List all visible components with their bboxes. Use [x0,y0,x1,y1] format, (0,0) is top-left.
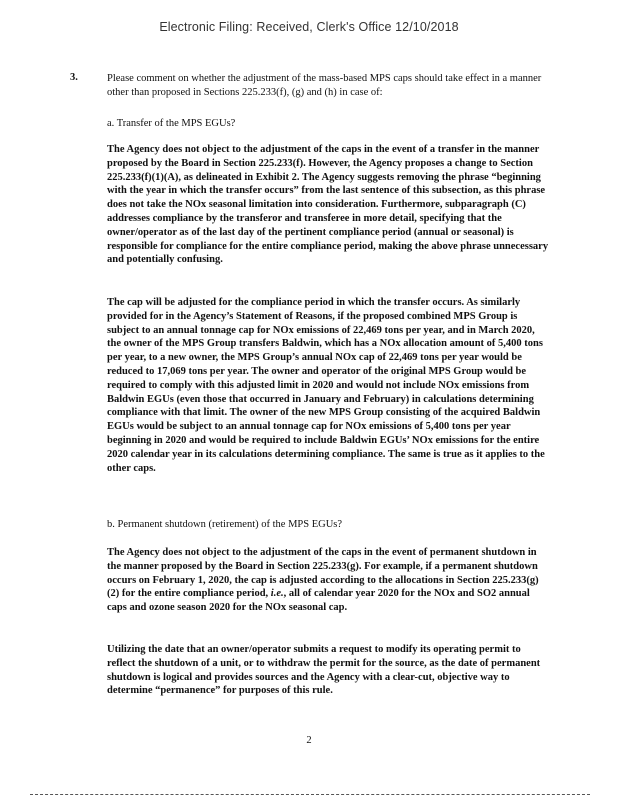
ie-abbreviation: i.e. [270,588,284,600]
section-a-paragraph-1: The Agency does not object to the adjustment of the caps in the event of a transfer in the manner proposed by the Board in Section 225.233(f). However, the Agency proposes a change to Section 225.233(f)(1)(A), as delineated in Exhibit 2. The Agency suggests removing the phrase “beginning with the year in which the transfer occurs” from the last sentence of this subsection, as this phrase does not take the NOx seasonal limitation into consideration. Furthermore, subparagraph (C) addresses compliance by the transferor and transferee in more detail, specifying that the owner/operator as of the last day of the pertinent compliance period (annual or seasonal) is responsible for compliance for the entire compliance period, making the above phrase unnecessary and potentially confusing. [107,144,549,266]
section-b-label: b. Permanent shutdown (retirement) of the MPS EGUs? [107,519,343,530]
section-b-paragraph-1 [107,546,549,615]
section-b-paragraph-1-text-b: , all of calendar year 2020 for the NOx and SO2 annual caps and ozone season 2020 for the NOx seasonal cap. [107,588,530,614]
section-b-paragraph-2: Utilizing the date that an owner/operator submits a request to modify its operating permit to reflect the shutdown of a unit, or to withdraw the permit for the source, as the date of permanent shutdown is logical and provides sources and the Agency with a clear-cut, objective way to determine “permanence” for purposes of this rule. [107,644,541,697]
section-b-paragraph-1-text-a: The Agency does not object to the adjustment of the caps in the event of permanent shutdown in the manner proposed by the Board in Section 225.233(g). For example, if a permanent shutdown occurs on February 1, 2020, the cap is adjusted according to the allocations in Section 225.233(g)(2) for the entire compliance period, [107,547,539,600]
question-text: Please comment on whether the adjustment of the mass-based MPS caps should take effect in a manner other than proposed in Sections 225.233(f), (g) and (h) in case of: [107,73,542,98]
section-a-paragraph-2: The cap will be adjusted for the compliance period in which the transfer occurs. As similarly provided for in the Agency’s Statement of Reasons, if the proposed combined MPS Group is subject to an annual tonnage cap for NOx emissions of 22,469 tons per year, and in March 2020, the owner of the MPS Group transfers Baldwin, which has a NOx allocation amount of 5,400 tons per year, to a new owner, the MPS Group’s annual NOx cap of 22,469 tons per year would be reduced to 17,069 tons per year. The owner and operator of the original MPS Group would be required to comply with this adjusted limit in 2020 and would not include NOx emissions from Baldwin EGUs (even those that occurred in January and February) in calculations determining compliance with that limit. The owner of the new MPS Group consisting of the acquired Baldwin EGUs would be subject to an annual tonnage cap for NOx emissions of 5,400 tons per year beginning in 2020 and would be required to include Baldwin EGUs’ NOx emissions for the entire 2020 calendar year in its calculations determining compliance. The same is true as it applies to the other caps. [107,297,545,474]
section-a-label: a. Transfer of the MPS EGUs? [107,118,236,129]
page-number: 2 [306,735,312,746]
bottom-scan-edge [30,794,590,795]
question-number: 3. [70,72,78,83]
filing-stamp-header: Electronic Filing: Received, Clerk's Office 12/10/2018 [159,20,459,34]
